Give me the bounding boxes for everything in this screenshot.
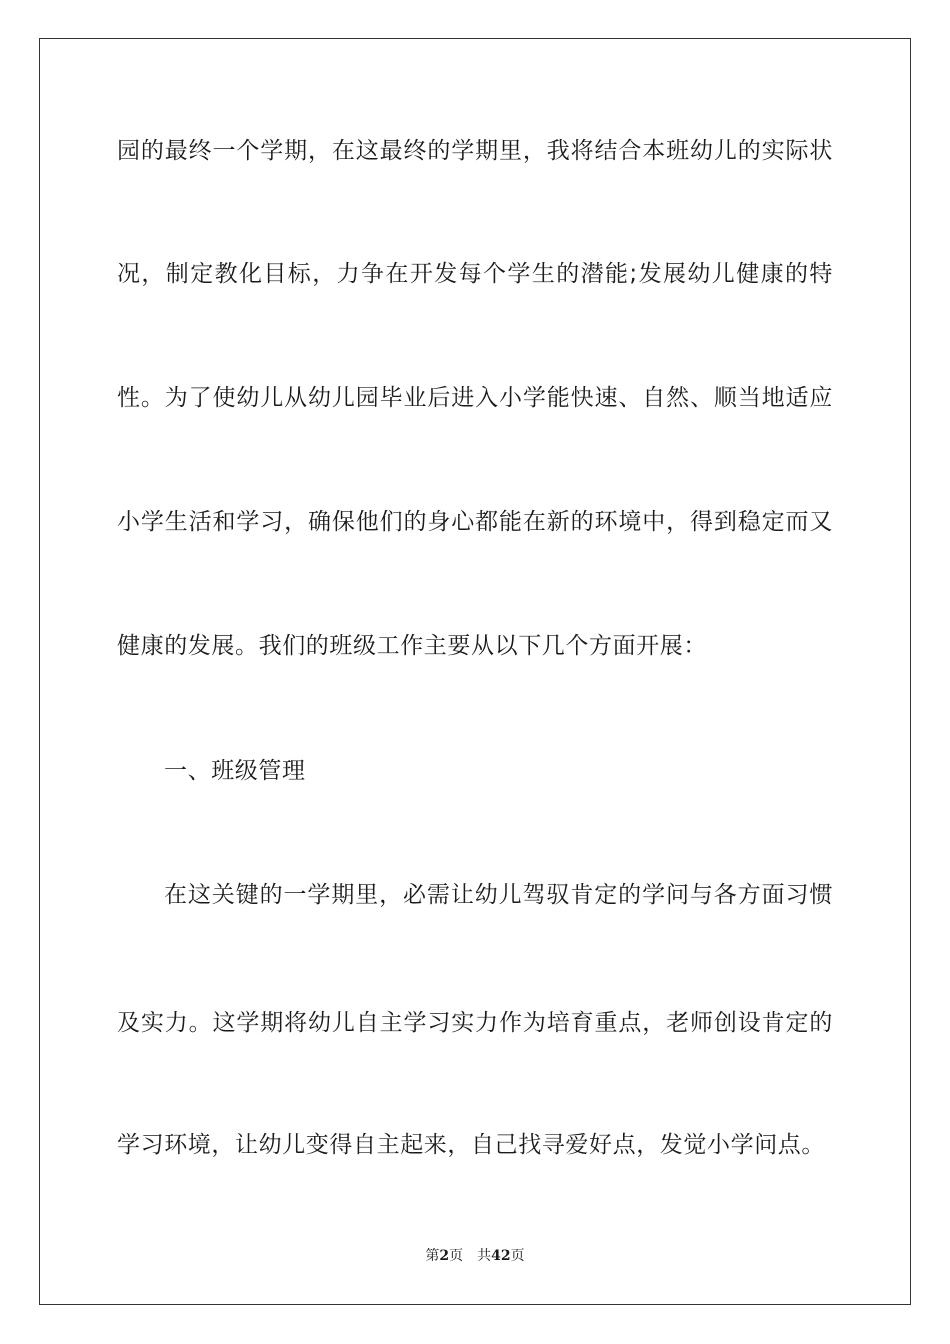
total-prefix: 共 (477, 1248, 492, 1264)
page-border (39, 38, 911, 1305)
page-number: 2 (439, 1248, 450, 1264)
section-heading: 一、班级管理 (164, 758, 306, 784)
body-line-3: 性。为了使幼儿从幼儿园毕业后进入小学能快速、自然、顺当地适应 (117, 385, 833, 411)
body-line-9: 学习环境，让幼儿变得自主起来，自己找寻爱好点，发觉小学问点。 (117, 1132, 825, 1158)
body-line-2: 况，制定教化目标，力争在开发每个学生的潜能;发展幼儿健康的特 (117, 261, 833, 287)
total-suffix: 页 (510, 1248, 525, 1264)
page-footer (0, 1247, 950, 1265)
total-pages: 42 (491, 1248, 511, 1264)
body-line-4: 小学生活和学习，确保他们的身心都能在新的环境中，得到稳定而又 (117, 509, 833, 535)
body-line-7: 在这关键的一学期里，必需让幼儿驾驭肯定的学问与各方面习惯 (164, 882, 833, 908)
page-prefix: 第 (425, 1248, 440, 1264)
page-suffix: 页 (449, 1248, 464, 1264)
body-line-8: 及实力。这学期将幼儿自主学习实力作为培育重点，老师创设肯定的 (117, 1010, 833, 1036)
body-line-5: 健康的发展。我们的班级工作主要从以下几个方面开展： (117, 633, 707, 659)
body-line-1: 园的最终一个学期，在这最终的学期里，我将结合本班幼儿的实际状 (117, 138, 833, 164)
